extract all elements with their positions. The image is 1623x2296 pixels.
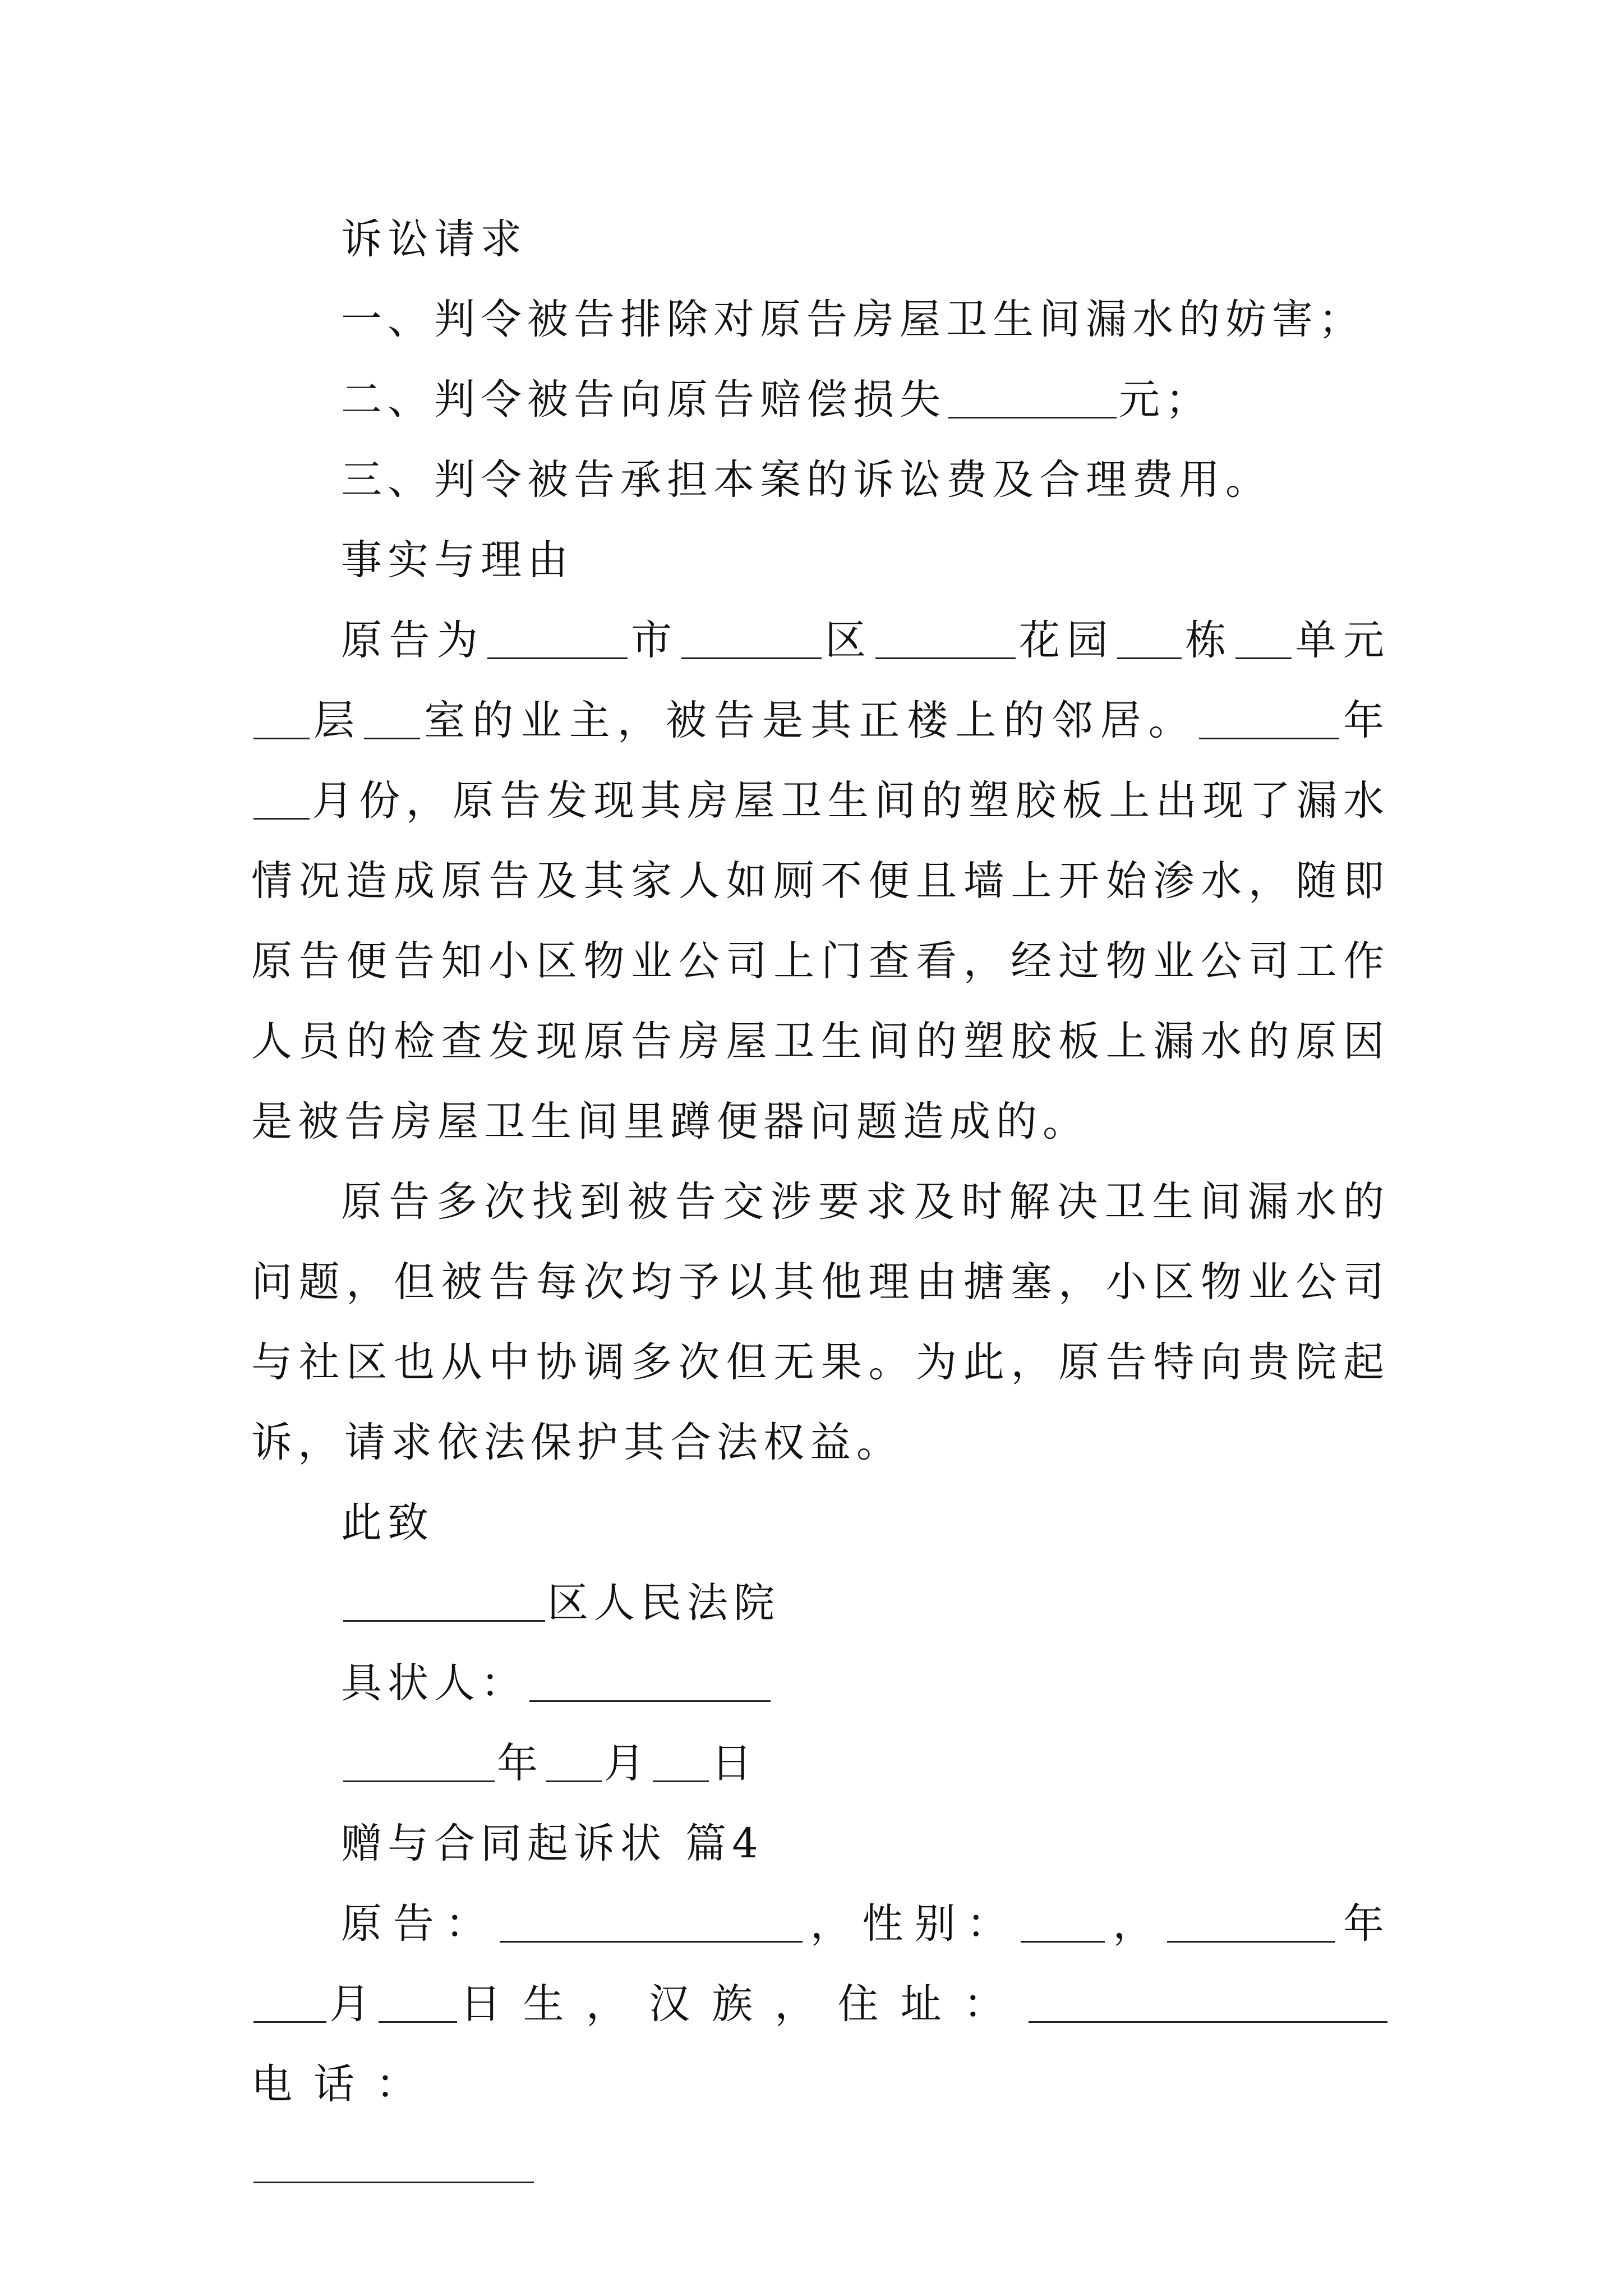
next-document-title: 赠与合同起诉状 篇4 <box>341 1820 764 1867</box>
claim-1: 一、判令被告排除对原告房屋卫生间漏水的妨害； <box>341 296 1365 343</box>
floor-blank[interactable] <box>253 701 310 739</box>
date-month-blank[interactable] <box>546 1743 602 1782</box>
date-day-blank[interactable] <box>653 1743 709 1782</box>
court-line: 区人民法院 <box>251 1563 1390 1643</box>
plaintiff-name-blank[interactable] <box>500 1904 803 1943</box>
signer-line: 具状人： <box>251 1643 1390 1723</box>
signer-blank[interactable] <box>529 1663 771 1702</box>
claim-3: 三、判令被告承担本案的诉讼费及合理费用。 <box>341 456 1272 504</box>
document-body <box>251 199 1390 2205</box>
claim-2: 二、判令被告向原告赔偿损失 元； <box>341 376 1212 424</box>
birth-year-blank[interactable] <box>1167 1904 1335 1943</box>
building-blank[interactable] <box>1117 620 1182 659</box>
year-blank[interactable] <box>1199 701 1339 739</box>
facts-paragraph-2: 原告多次找到被告交涉要求及时解决卫生间漏水的问题，但被告每次均予以其他理由搪塞，小区物业公司与社区也从中协调多次但无果。为此，原告特向贵院起诉，请求依法保护其合法权益。 <box>251 1178 1390 1466</box>
facts-heading: 事实与理由 <box>341 536 574 584</box>
date-year-blank[interactable] <box>343 1743 495 1782</box>
claims-heading: 诉讼请求 <box>341 215 527 263</box>
amount-blank[interactable] <box>948 380 1117 418</box>
room-blank[interactable] <box>364 701 420 739</box>
address-blank[interactable] <box>1029 1984 1387 2023</box>
month-blank[interactable] <box>253 781 310 820</box>
phone-blank[interactable] <box>253 2145 534 2183</box>
birth-month-blank[interactable] <box>253 1984 326 2023</box>
closing: 此致 <box>341 1499 434 1547</box>
plaintiff-line: 原告： ，性别： ， 年月 日生，汉族，住址：电话： <box>251 1900 1390 2108</box>
garden-blank[interactable] <box>875 620 1016 659</box>
unit-blank[interactable] <box>1235 620 1292 659</box>
facts-paragraph-1: 原告为 市 区 花园 栋 单元层 室的业主，被告是其正楼上的邻居。 年月份，原告发现其房屋卫生间的塑胶板上出现了漏水情况造成原告及其家人如厕不便且墙上开始渗水，随即原告便告知小区物业公司上门查看，经过物业公司工作人员的检查发现原告房屋卫生间的塑胶板上漏水的原因是被告房屋卫生间里蹲便器问题造成的。 <box>251 616 1390 1145</box>
district-blank[interactable] <box>681 620 822 659</box>
city-blank[interactable] <box>487 620 628 659</box>
phone-line <box>251 2124 1390 2205</box>
date-line: 年 月 日 <box>251 1723 1390 1803</box>
court-blank[interactable] <box>343 1583 545 1622</box>
gender-blank[interactable] <box>1021 1904 1105 1943</box>
birth-day-blank[interactable] <box>379 1984 457 2023</box>
